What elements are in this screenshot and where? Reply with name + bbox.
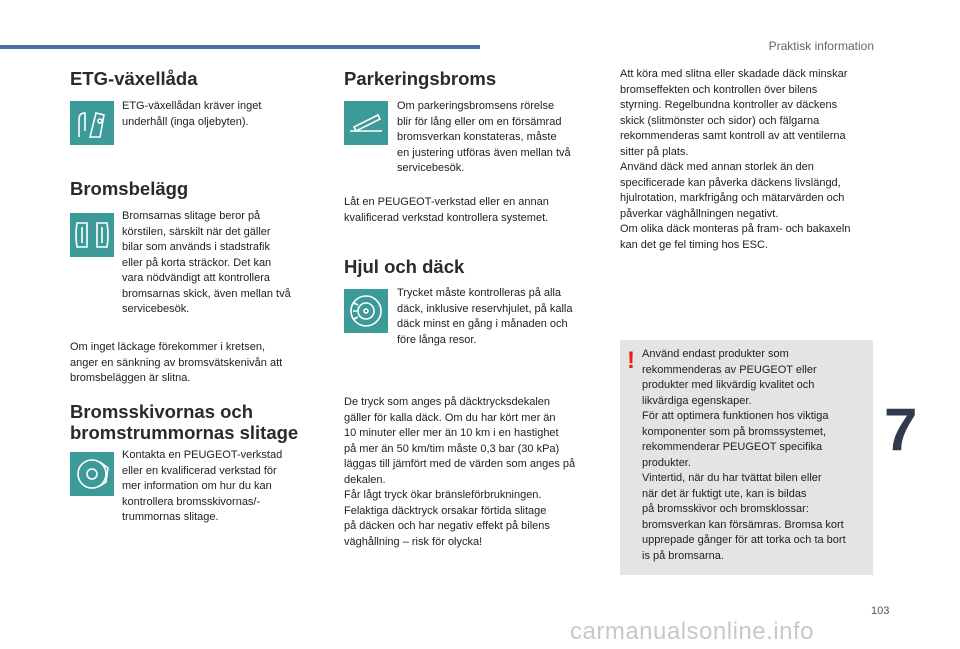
section-title: Praktisk information	[768, 39, 874, 53]
discs-text: Kontakta en PEUGEOT-verkstad eller en kvalificerad verkstad för mer information om hur du kan kontrollera bromsskivornas/- trummornas slitage.	[122, 449, 283, 523]
parking-brake-text: Om parkeringsbromsens rörelse blir för lång eller om en försämrad bromsverkan konstateras, måste en justering utföras även mellan två servicebesök.	[397, 100, 571, 174]
tyre-icon	[344, 289, 388, 333]
parking-brake-extra: Låt en PEUGEOT-verkstad eller en annan kvalificerad verkstad kontrollera systemet.	[344, 196, 549, 224]
tyre-wear-text: Att köra med slitna eller skadade däck minskar bromseffekten och kontrollen över bilens styrning. Regelbundna kontroller av däckens skick (slitmönster och sidor) och fälgarna rekommenderas samt kontroll av att ventilerna sitter på plats. Använd däck med annan storlek än den specificerade kan påverka däckens livslängd, hjulrotation, markfrigång och mätarvärden och påverkar väghållningen negativt. Om olika däck monteras på fram- och bakaxeln kan det ge fel timing hos ESC.	[620, 68, 851, 251]
warning-text: Använd endast produkter som rekommenderas av PEUGEOT eller produkter med likvärdig kvalitet och likvärdiga egenskaper. För att optimera funktionen hos viktiga komponenter som på bromssystemet, rekommenderar PEUGEOT specifika produkter. Vintertid, när du har tvättat bilen eller när det är fuktigt ute, kan is bildas på bromsskivor och bromsklossar: bromsverkan kan försämras. Bromsa kort upprepade gånger för att torka och ta bort is på bromsarna.	[642, 348, 846, 562]
etg-text: ETG-växellådan kräver inget underhåll (inga oljebyten).	[122, 100, 262, 128]
brake-fluid-text: Om inget läckage förekommer i kretsen, anger en sänkning av bromsvätskenivån att bromsbeläggen är slitna.	[70, 341, 283, 384]
heading-brake-pads: Bromsbelägg	[70, 178, 189, 199]
brake-pads-text: Bromsarnas slitage beror på körstilen, särskilt när det gäller bilar som används i stadstrafik eller på korta sträckor. Det kan vara nödvändigt att kontrollera bromsarnas skick, även mellan två servicebesök.	[122, 210, 291, 315]
chapter-number: 7	[884, 396, 918, 463]
heading-tyres: Hjul och däck	[344, 256, 465, 277]
tyre-pressure-text: De tryck som anges på däcktrycksdekalen gäller för kalla däck. Om du har kört mer än 10 minuter eller mer än 10 km i en hastighet på mer än 50 km/tim måste 0,3 bar (30 kPa) läggas till jämfört med de värden som anges på dekalen. Får lågt tryck ökar bränsleförbrukningen. Felaktiga däcktryck orsakar förtida slitage på däcken och har negativ effekt på bilens väghållning – risk för olycka!	[344, 396, 576, 548]
gearbox-icon	[70, 101, 114, 145]
parking-brake-icon	[344, 101, 388, 145]
warning-icon: !	[627, 347, 635, 374]
heading-etg: ETG-växellåda	[70, 68, 198, 89]
tyres-text: Trycket måste kontrolleras på alla däck, inklusive reservhjulet, på kalla däck minst en gång i månaden och före långa resor.	[397, 287, 573, 346]
heading-discs: Bromsskivornas och bromstrummornas slitage	[70, 401, 299, 443]
header-accent-bar	[0, 45, 480, 49]
brake-pads-icon	[70, 213, 114, 257]
page-number: 103	[871, 605, 890, 617]
brake-disc-icon	[70, 452, 114, 496]
watermark: carmanualsonline.info	[570, 618, 814, 645]
heading-parking-brake: Parkeringsbroms	[344, 68, 497, 89]
